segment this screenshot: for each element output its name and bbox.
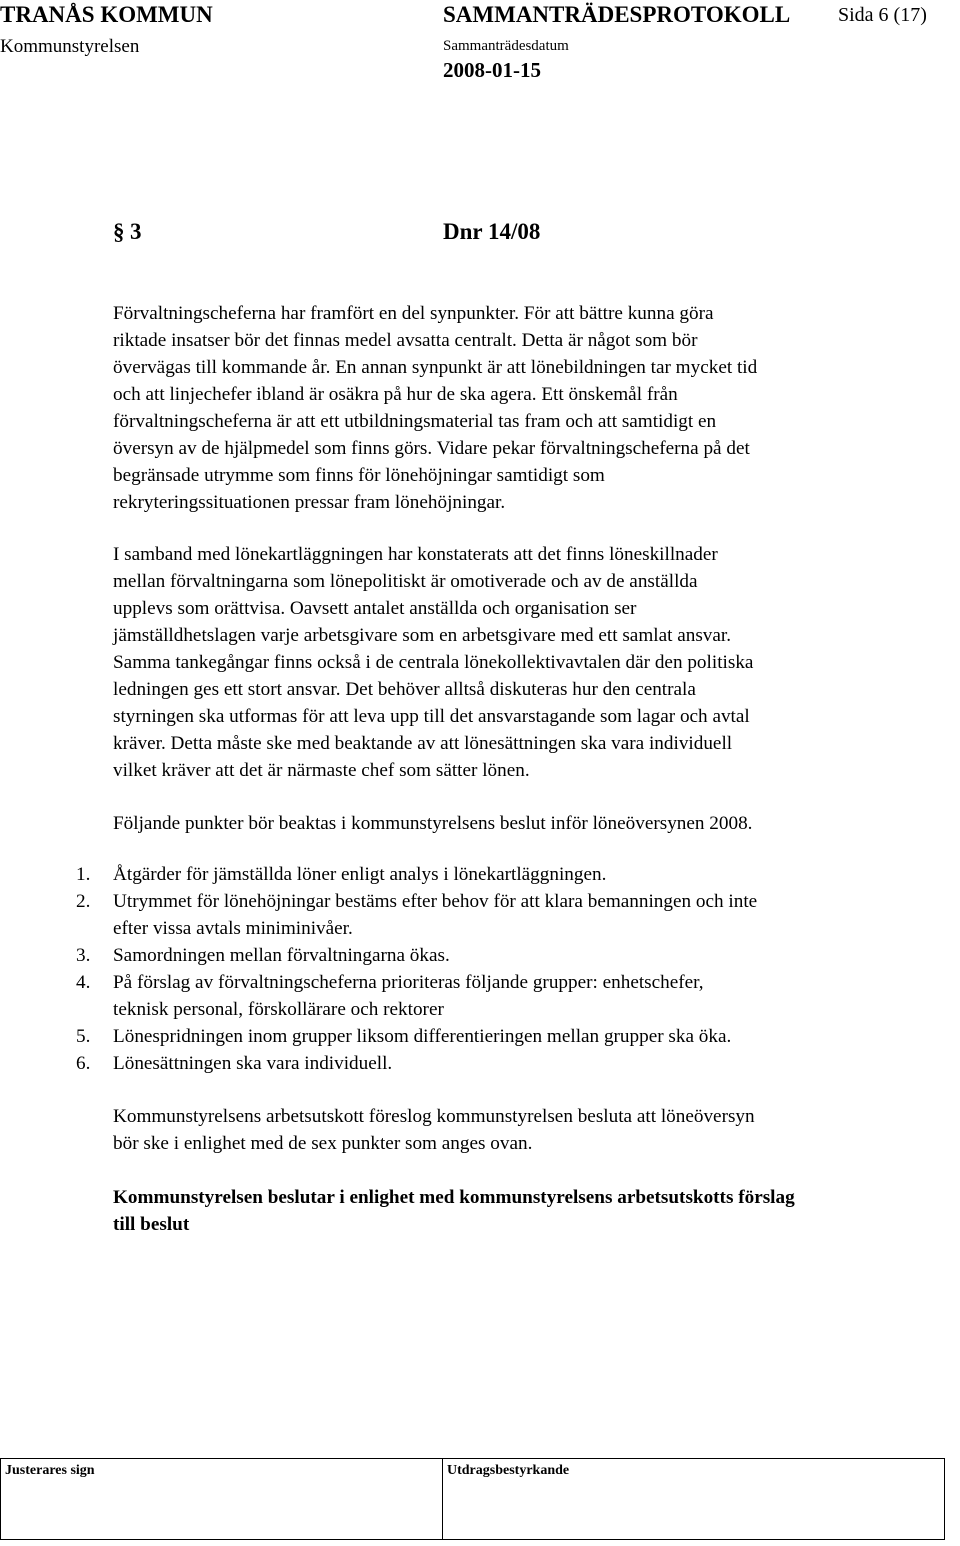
list-number: 6. [76, 1053, 91, 1074]
extract-label: Utdragsbestyrkande [447, 1463, 570, 1478]
text-line: Följande punkter bör beaktas i kommunstyrelsens beslut inför löneöversynen 2008. [113, 813, 753, 834]
text-line: övervägas till kommande år. En annan synpunkt är att lönebildningen tar mycket tid [113, 357, 758, 378]
text-line: I samband med lönekartläggningen har konstaterats att det finns löneskillnader [113, 544, 718, 565]
text-line: upplevs som orättvisa. Oavsett antalet anställda och organisation ser [113, 598, 637, 619]
section-symbol: § [113, 219, 125, 244]
list-item [0, 1023, 960, 1050]
signature-box [0, 1458, 945, 1540]
list-text: efter vissa avtals miniminivåer. [113, 918, 353, 939]
list-number: 5. [76, 1026, 91, 1047]
text-line: förvaltningscheferna är att ett utbildningsmaterial tas fram och att samtidigt en [113, 411, 717, 432]
numbered-list [0, 861, 960, 1077]
list-item [0, 942, 960, 969]
list-item [0, 861, 960, 888]
section-number: 3 [130, 219, 142, 244]
list-text: Åtgärder för jämställda löner enligt analys i lönekartläggningen. [113, 864, 607, 885]
text-line: och att linjechefer ibland är osäkra på hur de ska agera. Ett önskemål från [113, 384, 678, 405]
list-item [0, 969, 960, 1023]
meeting-date: 2008-01-15 [443, 58, 541, 82]
list-item [0, 888, 960, 942]
list-text: Lönesättningen ska vara individuell. [113, 1053, 393, 1074]
text-line: vilket kräver att det är närmaste chef som sätter lönen. [113, 760, 530, 781]
decision-text [113, 1184, 953, 1238]
date-label: Sammanträdesdatum [443, 38, 569, 54]
text-line: till beslut [113, 1214, 190, 1235]
paragraph-foljande-punkter [113, 810, 953, 837]
document-title: SAMMANTRÄDESPROTOKOLL [443, 2, 791, 27]
text-line: bör ske i enlighet med de sex punkter som anges ovan. [113, 1133, 533, 1154]
text-line: kräver. Detta måste ske med beaktande av att lönesättningen ska vara individuell [113, 733, 733, 754]
list-number: 1. [76, 864, 91, 885]
text-line: Kommunstyrelsen beslutar i enlighet med kommunstyrelsens arbetsutskotts förslag [113, 1187, 795, 1208]
text-line: styrningen ska utformas för att leva upp till det ansvarstagande som lagar och avtal [113, 706, 750, 727]
page-number: Sida 6 (17) [838, 4, 927, 26]
list-text: Lönespridningen inom grupper liksom differentieringen mellan grupper ska öka. [113, 1026, 732, 1047]
list-number: 2. [76, 891, 91, 912]
list-number: 4. [76, 972, 91, 993]
list-number: 3. [76, 945, 91, 966]
box-divider [442, 1459, 443, 1539]
case-number: Dnr 14/08 [443, 219, 541, 244]
text-line: jämställdhetslagen varje arbetsgivare som en arbetsgivare med ett samlat ansvar. [113, 625, 732, 646]
text-line: Förvaltningscheferna har framfört en del synpunkter. För att bättre kunna göra [113, 303, 714, 324]
list-text: Samordningen mellan förvaltningarna ökas. [113, 945, 450, 966]
list-text: teknisk personal, förskollärare och rektorer [113, 999, 444, 1020]
paragraph-arbetsutskott [113, 1103, 953, 1157]
organization-name: TRANÅS KOMMUN [0, 2, 213, 27]
text-line: rekryteringssituationen pressar fram lönehöjningar. [113, 492, 506, 513]
paragraph-lonekartlaggning [113, 541, 953, 784]
paragraph-synpunkter [113, 300, 953, 516]
text-line: Kommunstyrelsens arbetsutskott föreslog kommunstyrelsen besluta att löneöversyn [113, 1106, 755, 1127]
list-text: Utrymmet för lönehöjningar bestäms efter behov för att klara bemanningen och inte [113, 891, 758, 912]
list-item [0, 1050, 960, 1077]
department-name: Kommunstyrelsen [0, 36, 140, 57]
signature-label: Justerares sign [5, 1463, 95, 1478]
text-line: översyn av de hjälpmedel som finns görs. Vidare pekar förvaltningscheferna på det [113, 438, 750, 459]
text-line: mellan förvaltningarna som lönepolitiskt är omotiverade och av de anställda [113, 571, 698, 592]
list-text: På förslag av förvaltningscheferna prioriteras följande grupper: enhetschefer, [113, 972, 704, 993]
text-line: riktade insatser bör det finnas medel avsatta centralt. Detta är något som bör [113, 330, 698, 351]
text-line: begränsade utrymme som finns för lönehöjningar samtidigt som [113, 465, 605, 486]
text-line: Samma tankegångar finns också i de centrala lönekollektivavtalen där den politiska [113, 652, 754, 673]
text-line: ledningen ges ett stort ansvar. Det behöver alltså diskuteras hur den centrala [113, 679, 696, 700]
